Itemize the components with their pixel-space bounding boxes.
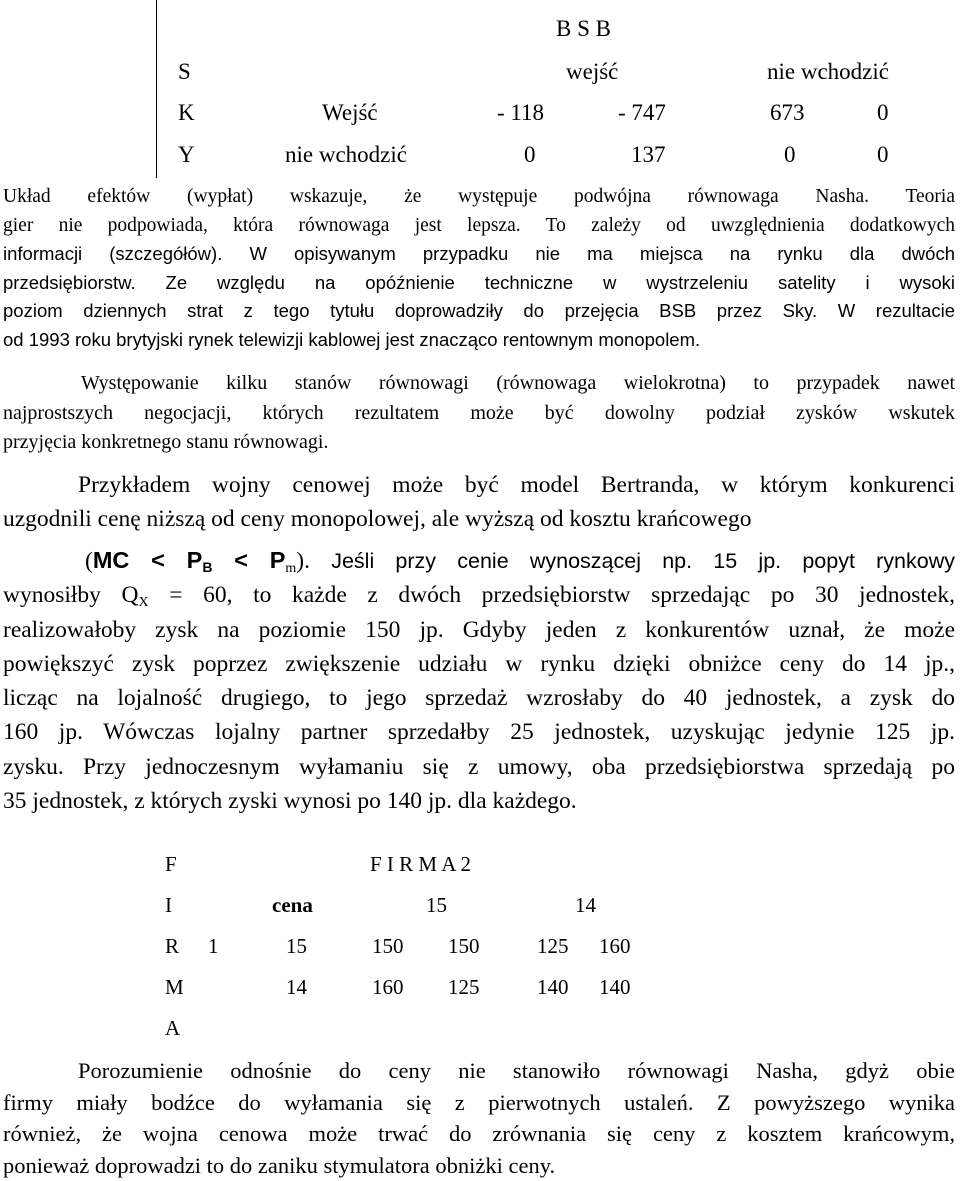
table1-col-wejsc: wejść (566, 59, 619, 84)
table1-cell: 137 (631, 142, 666, 167)
text-line: 35 jednostek, z których zyski wynosi po 140 jp. dla każdego. (3, 788, 577, 815)
table2-cell: 160 (599, 934, 631, 958)
text-line: poziom dziennych strat z tego tytułu doprowadziły do przejęcia BSB przez Sky. W rezultacie (3, 300, 955, 321)
table1-row-letter-k: K (178, 100, 195, 125)
text-line: Porozumienie odnośnie do ceny nie stanowiło równowagi Nasha, gdyż obie (78, 1058, 955, 1083)
table2-row-price: 14 (286, 975, 307, 999)
text-line-formula: $(MC < P_B < P_m)$. Jeśli przy cenie wynoszącej np. 15 jp. popyt rynkowy (85, 547, 955, 576)
paragraph-price-war (3, 469, 955, 536)
table2-cell: 125 (448, 975, 480, 999)
text-line: Występowanie kilku stanów równowagi (równowaga wielokrotna) to przypadek nawet (81, 372, 955, 394)
table2-header-firma2: F I R M A 2 (370, 852, 471, 876)
table1-row2-label: nie wchodzić (285, 142, 407, 167)
text-line: przedsiębiorstw. Ze względu na opóźnienie techniczne w wystrzeleniu satelity i wysoki (3, 271, 955, 293)
text-line: gier nie podpowiada, która równowaga jest lepsza. To zależy od uwzględnienia dodatkowych (3, 214, 955, 236)
text-line: firmy miały bodźce do wyłamania się z pierwotnych ustaleń. Z powyższego wynika (3, 1089, 955, 1115)
table2-price-header: 15 (426, 893, 447, 917)
text-line: powiększyć zysk poprzez zwiększenie udziału w rynku dzięki obniżce ceny do 14 jp., (3, 650, 955, 677)
table2-cell: 150 (448, 934, 480, 958)
paragraph-multiple-equilibria (3, 369, 955, 458)
text-line: 160 jp. Wówczas lojalny partner sprzedałby 25 jednostek, uzyskując jedynie 125 jp. (3, 719, 955, 746)
table2-cell: 125 (537, 934, 569, 958)
table1-cell: 0 (784, 142, 796, 167)
table1-cell: 0 (877, 142, 889, 167)
text-line: Przykładem wojny cenowej może być model Bertranda, w którym konkurenci (78, 472, 955, 498)
table2-row-price: 15 (286, 934, 307, 958)
table1-col-nie-wchodzic: nie wchodzić (767, 59, 889, 84)
text-line: również, że wojna cenowa może trwać do zrównania się ceny z kosztem krańcowym, (3, 1121, 955, 1146)
table1-row1-label: Wejść (322, 100, 378, 125)
table1-cell: - 118 (497, 100, 545, 125)
table2-price-header: 14 (575, 893, 596, 917)
text-line: najprostszych negocjacji, których rezultatem może być dowolny podział zysków wskutek (3, 401, 955, 424)
table2-cena-label: cena (272, 893, 313, 917)
text-line: realizowałoby zysk na poziomie 150 jp. Gdyby jeden z konkurentów uznał, że może (3, 616, 955, 643)
text-line: ponieważ doprowadzi to do zaniku stymulatora obniżki ceny. (3, 1152, 556, 1178)
table1-divider (156, 0, 157, 178)
table2-row-letter: R (165, 934, 180, 958)
table1-header-bsb: B S B (556, 16, 611, 41)
table2-row-letter: F (165, 852, 177, 876)
table1-cell: - 747 (618, 100, 666, 125)
text-line: od 1993 roku brytyjski rynek telewizji kablowej jest znacząco rentownym monopolem. (3, 328, 701, 350)
table2-cell: 140 (537, 975, 569, 999)
table2-cell: 160 (372, 975, 404, 999)
formula-mc: MC (92, 547, 130, 573)
text-line: informacji (szczegółów). W opisywanym przypadku nie ma miejsca na rynku dla dwóch (3, 243, 955, 264)
table1-cell: 0 (524, 142, 536, 167)
table1-row-letter-y: Y (178, 142, 195, 167)
table1-cell: 0 (877, 100, 889, 125)
text-line: przyjęcia konkretnego stanu równowagi. (3, 431, 329, 453)
formula-pb: P (186, 547, 203, 573)
text-line: wynosiłby $Q_X = 60$, to każde z dwóch przedsiębiorstw sprzedając po 30 jednostek, (3, 582, 955, 611)
formula-pm: P (269, 547, 286, 573)
table2-row-letter: A (165, 1016, 181, 1040)
text-line: Układ efektów (wypłat) wskazuje, że występuje podwójna równowaga Nasha. Teoria (3, 186, 955, 207)
paragraph-bertrand-example (3, 543, 955, 818)
table2-cell: 140 (599, 975, 631, 999)
table2-row-letter: M (165, 975, 184, 999)
table2-cell: 150 (372, 934, 404, 958)
table1-cell: 673 (770, 100, 805, 125)
paragraph-conclusion (3, 1055, 955, 1181)
paragraph-nash-equilibrium (3, 183, 955, 354)
text-line: zysku. Przy jednoczesnym wyłamaniu się z umowy, oba przedsiębiorstwa sprzedają po (3, 753, 955, 780)
table2-row-letter: I (165, 893, 172, 917)
text-line: licząc na lojalność drugiego, to jego sprzedaż wzrosłaby do 40 jednostek, a zysk do (3, 685, 955, 712)
text-line: uzgodnili cenę niższą od ceny monopolowej, ale wyższą od kosztu krańcowego (3, 505, 752, 532)
table2-firm1-number: 1 (208, 934, 219, 958)
table1-row-letter-s: S (178, 59, 191, 84)
